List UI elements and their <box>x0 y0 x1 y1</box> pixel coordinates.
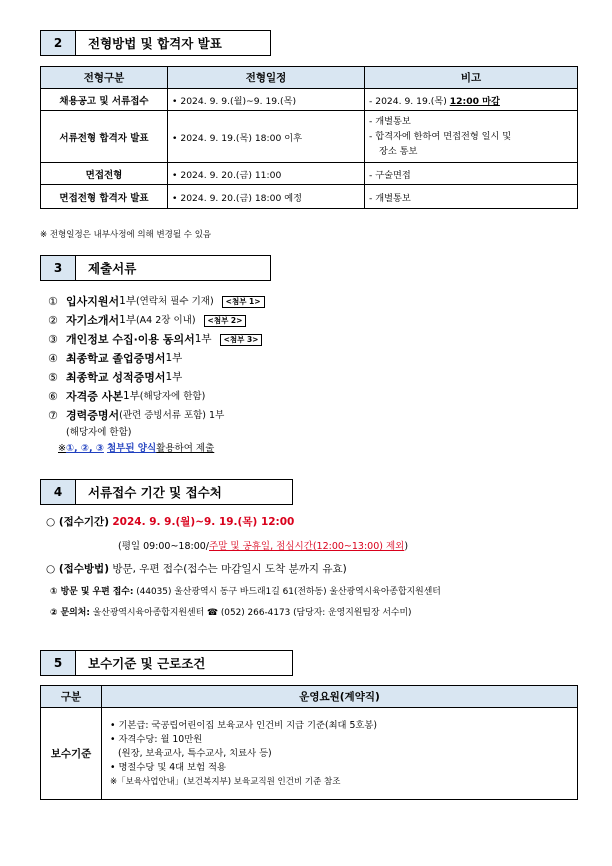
list-item: ⑦ 경력증명서 (관련 증빙서류 포함) 1부 <box>48 409 225 422</box>
salary-line: (원장, 보육교사, 특수교사, 치료사 등) <box>118 747 272 759</box>
section-number: 4 <box>40 479 76 505</box>
table-row <box>41 185 578 209</box>
section-title: 서류접수 기간 및 접수처 <box>76 479 293 505</box>
header-contract: 운영요원(계약직) <box>102 686 578 708</box>
method-line: ○ (접수방법) 방문, 우편 접수(접수는 마감일시 도착 분까지 유효) <box>46 563 347 575</box>
visit-line: ① 방문 및 우편 접수: (44035) 울산광역시 동구 바드래1길 61(전하동) 울산광역시육아종합지원센터 <box>50 587 441 597</box>
row-category: 서류전형 합격자 발표 <box>41 111 168 163</box>
header-category: 전형구분 <box>41 67 168 89</box>
list-item: ② 자기소개서 1부 (A4 2장 이내) <첨부 2> <box>48 311 265 330</box>
list-item: ⑤ 최종학교 성적증명서 1부 <box>48 371 183 384</box>
header-note: 비고 <box>365 67 578 89</box>
row-note: - 개별통보 <box>365 185 578 209</box>
period-line: ○ (접수기간) 2024. 9. 9.(월)~9. 19.(목) 12:00 <box>46 516 295 528</box>
salary-line: • 자격수당: 월 10만원 <box>110 733 203 745</box>
list-item-continuation: (해당자에 한함) <box>66 427 132 438</box>
salary-line: • 명절수당 및 4대 보험 적용 <box>110 761 226 773</box>
row-note: - 구술면접 <box>365 163 578 185</box>
row-schedule: • 2024. 9. 9.(월)~9. 19.(목) <box>168 89 365 111</box>
header-schedule: 전형일정 <box>168 67 365 89</box>
row-note: - 2024. 9. 19.(목) 12:00 마감 <box>365 89 578 111</box>
section-title: 제출서류 <box>76 255 271 281</box>
attachment-tag: <첨부 3> <box>220 334 263 346</box>
row-schedule: • 2024. 9. 20.(금) 11:00 <box>168 163 365 185</box>
schedule-footnote: ※ 전형일정은 내부사정에 의해 변경될 수 있음 <box>40 230 212 240</box>
section-number: 3 <box>40 255 76 281</box>
period-sub-line: (평일 09:00~18:00/주말 및 공휴일, 점심시간(12:00~13:00) 제외) <box>118 541 409 552</box>
list-item: ④ 최종학교 졸업증명서 1부 <box>48 352 183 365</box>
section-5-header <box>40 650 293 676</box>
salary-table <box>40 685 578 800</box>
row-note: - 개별통보 - 합격자에 한하여 면접전형 일시 및 장소 통보 <box>365 111 578 163</box>
section-3-header <box>40 255 271 281</box>
list-item: ① 입사지원서 1부 (연락처 필수 기재) <첨부 1> <box>48 292 265 311</box>
salary-line: • 기본급: 국공립어린이집 보육교사 인건비 지급 기준(최대 5호봉) <box>110 719 377 731</box>
row-schedule: • 2024. 9. 19.(목) 18:00 이후 <box>168 111 365 163</box>
section-2-header <box>40 30 271 56</box>
section-title: 보수기준 및 근로조건 <box>76 650 293 676</box>
table-row <box>41 708 578 800</box>
attachment-note: ※ ①, ②, ③ 첨부된 양식 활용하여 제출 <box>58 443 215 454</box>
table-row <box>41 111 578 163</box>
row-schedule: • 2024. 9. 20.(금) 18:00 예정 <box>168 185 365 209</box>
schedule-table <box>40 66 578 209</box>
salary-line: ※「보육사업안내」(보건복지부) 보육교직원 인건비 기준 참조 <box>110 776 341 787</box>
row-category: 면접전형 합격자 발표 <box>41 185 168 209</box>
table-row <box>41 89 578 111</box>
attachment-tag: <첨부 1> <box>222 296 265 308</box>
section-title: 전형방법 및 합격자 발표 <box>76 30 271 56</box>
list-item: ③ 개인정보 수집·이용 동의서 1부 <첨부 3> <box>48 330 265 349</box>
section-4-header <box>40 479 293 505</box>
row-content <box>102 708 578 800</box>
table-row <box>41 163 578 185</box>
contact-line: ② 문의처: 울산광역시육아종합지원센터 ☎ (052) 266-4173 (담당자: 운영지원팀장 서수미) <box>50 608 412 618</box>
document-list <box>48 292 265 457</box>
row-category: 면접전형 <box>41 163 168 185</box>
header-category: 구분 <box>41 686 102 708</box>
attachment-tag: <첨부 2> <box>204 315 247 327</box>
row-category: 채용공고 및 서류접수 <box>41 89 168 111</box>
list-item: ⑥ 자격증 사본 1부 (해당자에 한함) <box>48 390 206 403</box>
row-category: 보수기준 <box>41 708 102 800</box>
section-number: 5 <box>40 650 76 676</box>
section-number: 2 <box>40 30 76 56</box>
